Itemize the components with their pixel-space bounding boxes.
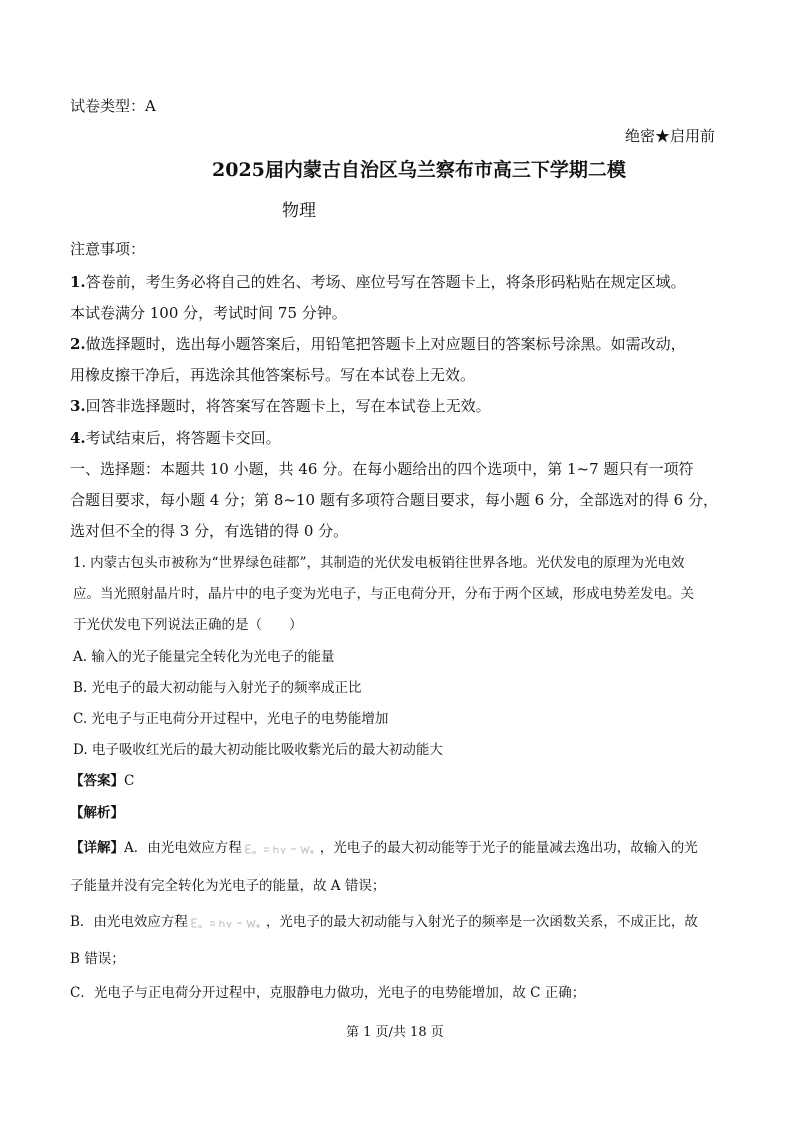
- note-item-2: [70, 334, 686, 354]
- note-number: 3.: [70, 397, 86, 415]
- note-text: 考试结束后，将答题卡交回。: [85, 429, 281, 447]
- analysis-label: [70, 803, 124, 823]
- detail-b-post: ，光电子的最大初动能与入射光子的频率是一次函数关系，不成正比，故: [265, 914, 698, 930]
- detail-b-pre: B．由光电效应方程: [70, 914, 188, 930]
- answer-label: 【答案】: [70, 773, 124, 789]
- note-text: 做选择题时，选出每小题答案后，用铅笔把答题卡上对应题目的答案标号涂黑。如需改动，: [85, 335, 686, 353]
- photoelectric-equation-image: [244, 843, 318, 855]
- detail-a-post: ，光电子的最大初动能等于光子的能量减去逸出功，故输入的光: [319, 840, 698, 856]
- section-instructions-1: 一、选择题：本题共 10 小题，共 46 分。在每小题给出的四个选项中，第 1~7 题只有一项符: [70, 460, 694, 478]
- note-number: 2.: [70, 335, 86, 353]
- section-instructions-3: 选对但不全的得 3 分，有选错的得 0 分。: [70, 522, 349, 540]
- answer-value: C: [124, 773, 135, 789]
- option-d: D. 电子吸收红光后的最大初动能比吸收紫光后的最大初动能大: [73, 742, 443, 758]
- option-a: A. 输入的光子能量完全转化为光电子的能量: [73, 649, 335, 665]
- option-b: B. 光电子的最大初动能与入射光子的频率成正比: [73, 680, 362, 696]
- answer-line: [70, 771, 134, 791]
- detail-a-line-1: [70, 838, 698, 858]
- question-stem-1: 1. 内蒙古包头市被称为“世界绿色硅都”，其制造的光伏发电板销往世界各地。光伏发电的原理为光电效: [73, 555, 685, 571]
- option-c: C. 光电子与正电荷分开过程中，光电子的电势能增加: [73, 711, 389, 727]
- note-text: 回答非选择题时，将答案写在答题卡上，写在本试卷上无效。: [85, 397, 491, 415]
- page-title: 2025届内蒙古自治区乌兰察布市高三下学期二模: [212, 159, 626, 181]
- note-item-1-cont: 本试卷满分 100 分，考试时间 75 分钟。: [70, 304, 347, 322]
- detail-a-line-2: 子能量并没有完全转化为光电子的能量，故 A 错误；: [70, 878, 386, 894]
- note-item-2-cont: 用橡皮擦干净后，再选涂其他答案标号。写在本试卷上无效。: [70, 366, 476, 384]
- question-stem-2: 应。当光照射晶片时，晶片中的电子变为光电子，与正电荷分开，分布于两个区域，形成电势差发电。关: [73, 586, 694, 602]
- secret-label: 绝密★启用前: [625, 127, 716, 145]
- section-instructions-2: 合题目要求，每小题 4 分；第 8~10 题有多项符合题目要求，每小题 6 分，全部选对的得 6 分，: [70, 491, 718, 509]
- paper-type-label: 试卷类型：A: [70, 97, 156, 115]
- analysis-heading: 【解析】: [70, 805, 124, 821]
- page-footer: 第 1 页/共 18 页: [346, 1025, 444, 1040]
- detail-b-line-1: [70, 912, 698, 932]
- notes-heading: 注意事项：: [70, 240, 146, 258]
- photoelectric-equation-image: [190, 917, 264, 929]
- detail-a-pre: A．由光电效应方程: [124, 840, 242, 856]
- note-text: 答卷前，考生务必将自己的姓名、考场、座位号写在答题卡上，将条形码粘贴在规定区域。: [85, 273, 686, 291]
- note-item-4: [70, 428, 281, 448]
- subject-label: 物理: [282, 201, 316, 221]
- note-number: 1.: [70, 273, 86, 291]
- note-number: 4.: [70, 429, 86, 447]
- note-item-1: [70, 272, 686, 292]
- detail-label: 【详解】: [70, 840, 124, 856]
- detail-c-line-1: C．光电子与正电荷分开过程中，克服静电力做功，光电子的电势能增加，故 C 正确；: [70, 985, 586, 1001]
- note-item-3: [70, 396, 491, 416]
- question-stem-3: 于光伏发电下列说法正确的是（ ）: [73, 617, 303, 633]
- detail-b-line-2: B 错误；: [70, 951, 125, 967]
